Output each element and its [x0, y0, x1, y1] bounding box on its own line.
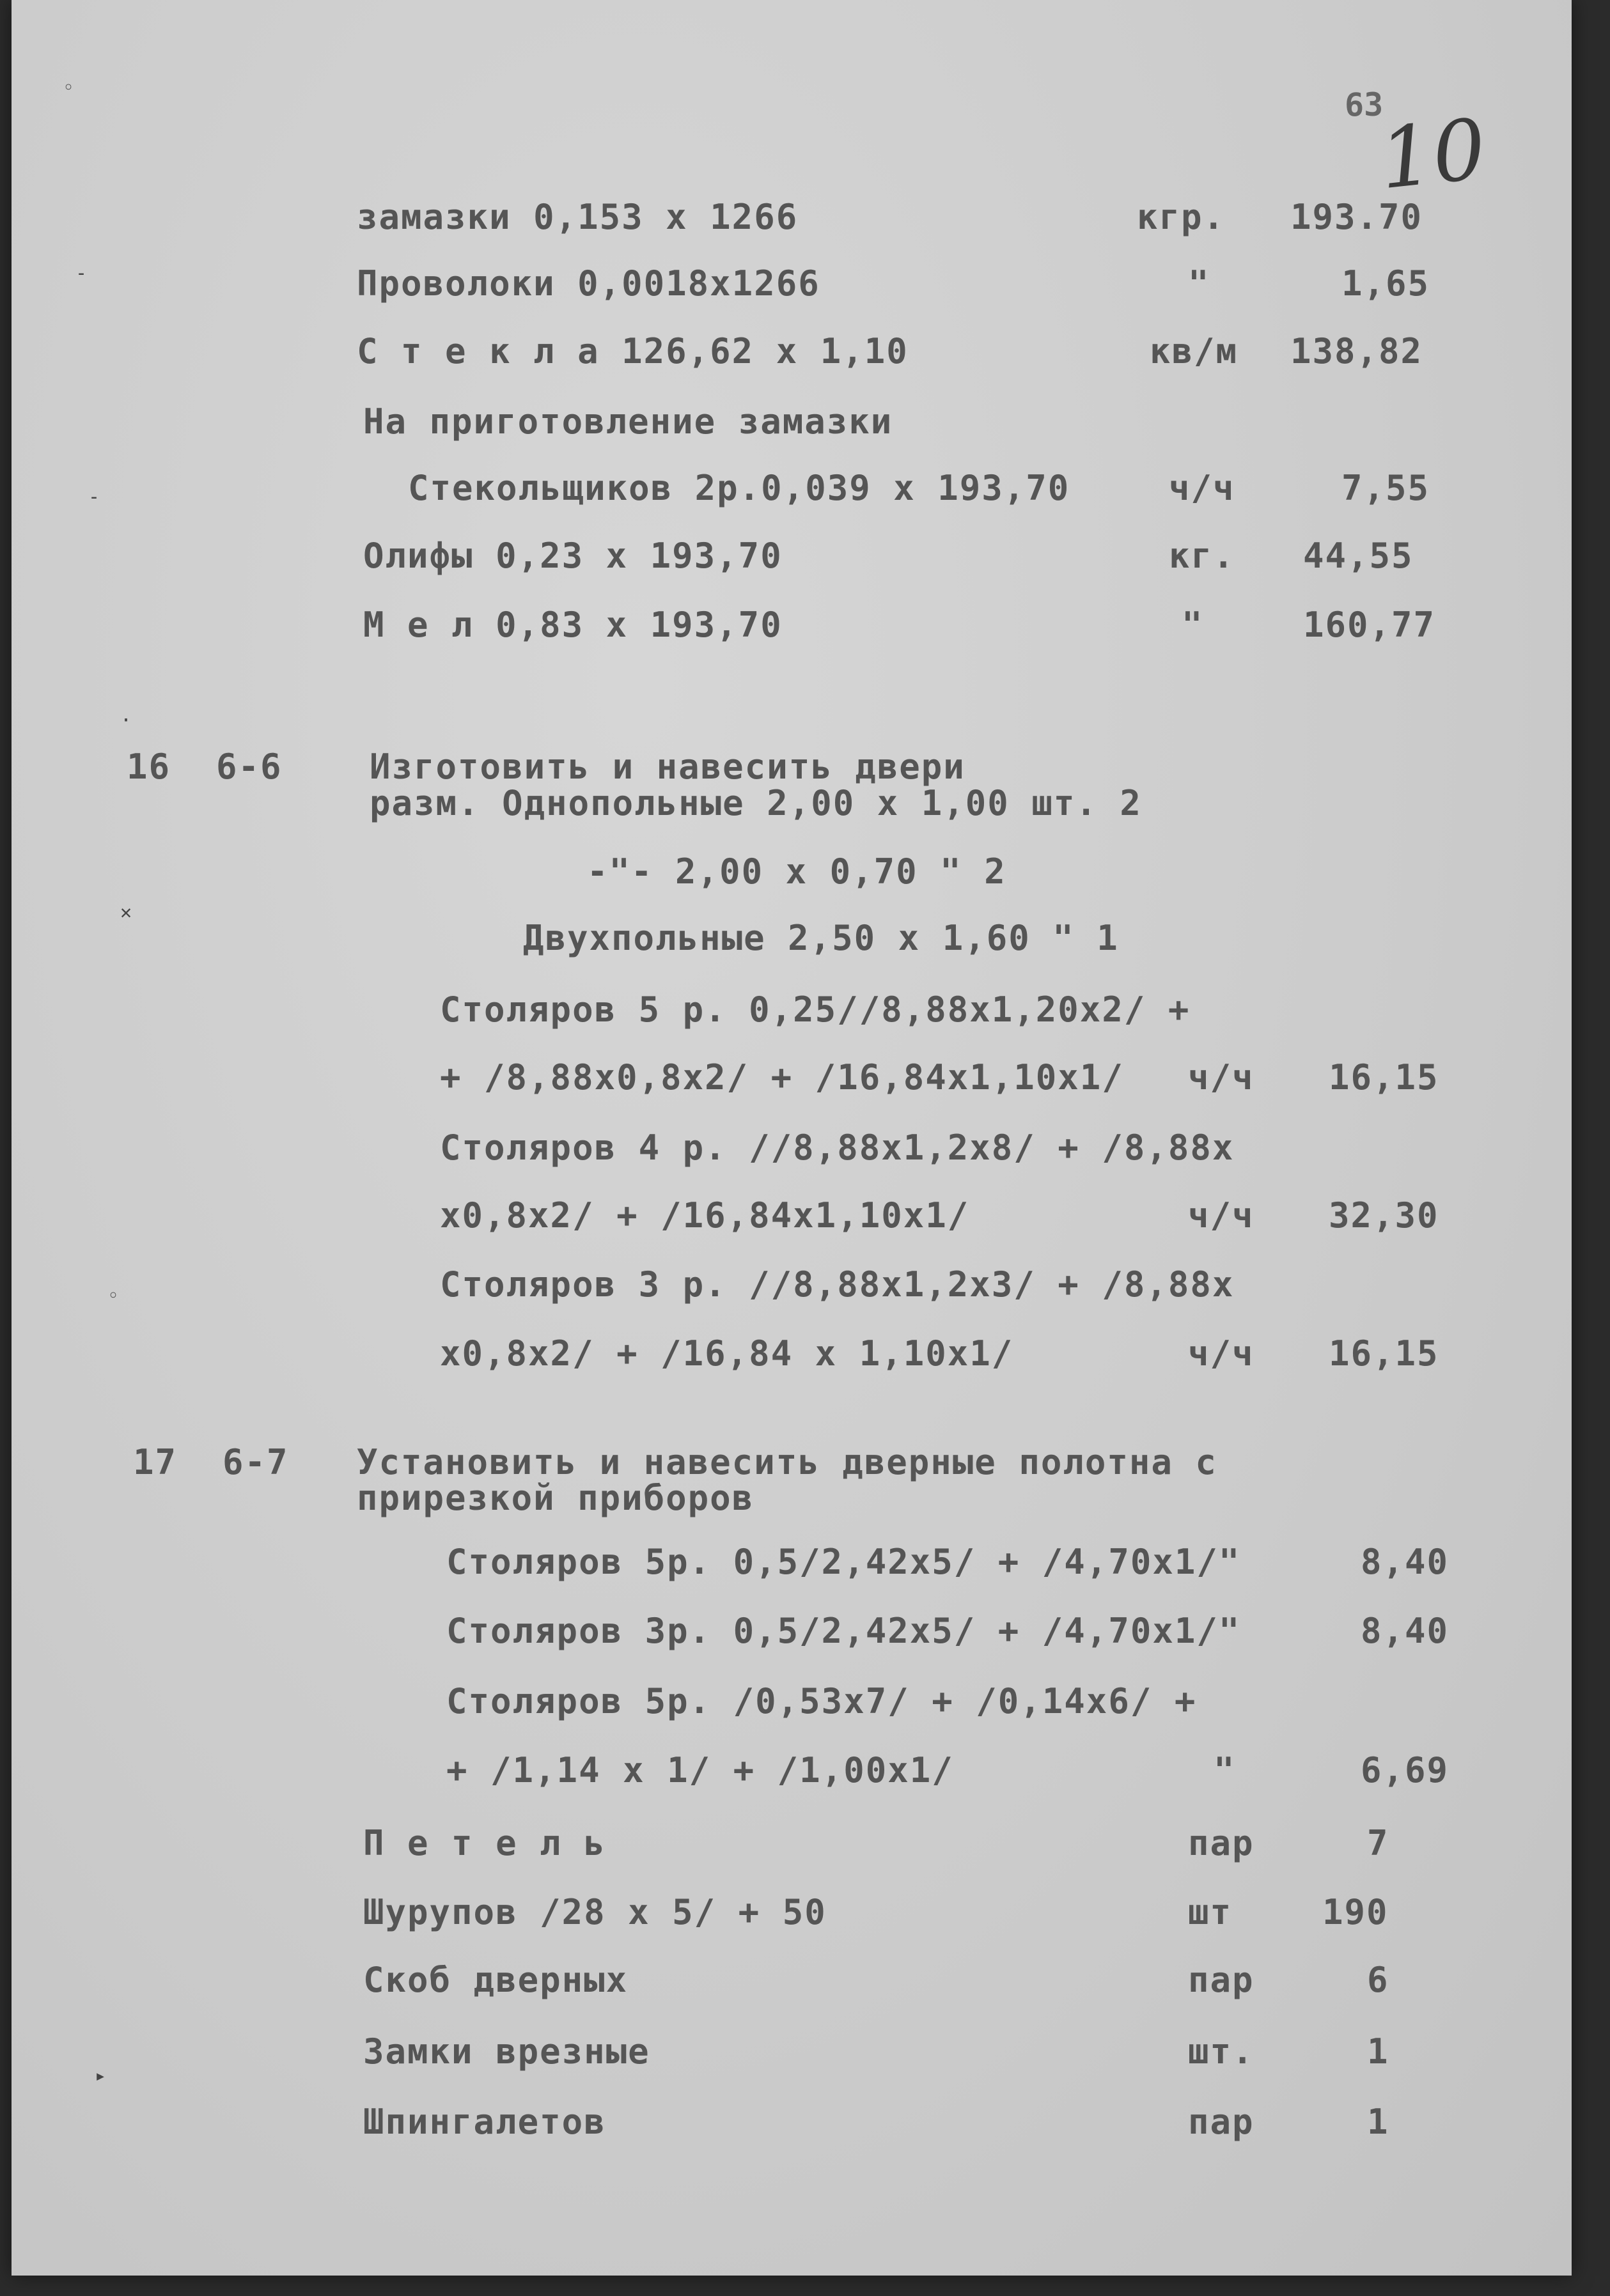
line-unit: ч/ч: [1188, 1057, 1254, 1098]
line-desc: замазки 0,153 х 1266: [357, 197, 799, 237]
line-qty: 7,55: [1341, 468, 1430, 508]
line-unit: кг.: [1169, 536, 1235, 576]
line-desc: Установить и навесить дверные полотна с: [357, 1442, 1217, 1482]
line-qty: 1: [1367, 2031, 1389, 2072]
line-qty: 160,77: [1303, 605, 1436, 645]
line-unit: ": [1188, 263, 1210, 304]
line-desc: Изготовить и навесить двери: [370, 747, 965, 787]
line-qty: 1: [1367, 2102, 1389, 2142]
line-qty: 138,82: [1290, 331, 1423, 371]
line-desc: На приготовление замазки: [363, 401, 893, 442]
line-qty: 8,40: [1361, 1542, 1450, 1582]
line-qty: 8,40: [1361, 1611, 1450, 1651]
binder-mark: ‐: [75, 262, 88, 284]
line-desc: Скоб дверных: [363, 1960, 629, 2000]
line-desc: Столяров 3р. 0,5/2,42х5/ + /4,70х1/": [446, 1611, 1241, 1651]
line-qty: 44,55: [1303, 536, 1414, 576]
line-desc: Шурупов /28 х 5/ + 50: [363, 1892, 827, 1932]
line-qty: 16,15: [1329, 1057, 1439, 1098]
binder-mark: ‐: [88, 486, 100, 508]
line-desc: Столяров 4 р. //8,88х1,2х8/ + /8,88х: [440, 1128, 1235, 1168]
line-qty: 16,15: [1329, 1333, 1439, 1374]
binder-mark: ◦: [63, 77, 75, 99]
line-desc: Замки врезные: [363, 2031, 650, 2072]
line-desc: + /1,14 х 1/ + /1,00х1/: [446, 1750, 954, 1790]
line-desc: х0,8х2/ + /16,84 х 1,10х1/: [440, 1333, 1014, 1374]
line-unit: шт.: [1188, 2031, 1254, 2072]
document-page: [12, 0, 1572, 2276]
line-desc: Столяров 5 р. 0,25//8,88х1,20х2/ +: [440, 989, 1191, 1030]
line-desc: + /8,88х0,8х2/ + /16,84х1,10х1/: [440, 1057, 1124, 1098]
line-unit: пар: [1188, 1960, 1254, 2000]
line-desc: Столяров 3 р. //8,88х1,2х3/ + /8,88х: [440, 1264, 1235, 1305]
line-desc: Шпингалетов: [363, 2102, 606, 2142]
line-desc: Столяров 5р. 0,5/2,42х5/ + /4,70х1/": [446, 1542, 1241, 1582]
binder-mark: ◦: [107, 1285, 120, 1307]
line-qty: 1,65: [1341, 263, 1430, 304]
line-unit: ": [1182, 605, 1204, 645]
line-qty: 193.70: [1290, 197, 1423, 237]
line-desc: М е л 0,83 х 193,70: [363, 605, 783, 645]
line-unit: пар: [1188, 1823, 1254, 1863]
item-code: 6-7: [223, 1442, 289, 1482]
line-desc: разм. Однопольные 2,00 х 1,00 шт. 2: [370, 783, 1142, 823]
handwritten-number: 10: [1375, 100, 1490, 208]
line-unit: ч/ч: [1188, 1333, 1254, 1374]
line-unit: ч/ч: [1169, 468, 1235, 508]
line-unit: кв/м: [1150, 331, 1239, 371]
line-desc: П е т е л ь: [363, 1823, 606, 1863]
line-desc: Двухпольные 2,50 х 1,60 " 1: [523, 918, 1119, 958]
line-unit: шт: [1188, 1892, 1233, 1932]
line-qty: 6: [1367, 1960, 1389, 2000]
page-number: 63: [1345, 86, 1384, 123]
item-number: 16: [127, 747, 171, 787]
line-desc: С т е к л а 126,62 х 1,10: [357, 331, 909, 371]
line-unit: ч/ч: [1188, 1195, 1254, 1236]
line-unit: кгр.: [1137, 197, 1226, 237]
item-code: 6-6: [216, 747, 283, 787]
item-number: 17: [133, 1442, 178, 1482]
line-qty: 7: [1367, 1823, 1389, 1863]
line-desc: Стекольщиков 2р.0,039 х 193,70: [408, 468, 1070, 508]
binder-mark: ✕: [120, 901, 132, 924]
line-qty: 6,69: [1361, 1750, 1450, 1790]
binder-mark: ▸: [95, 2065, 107, 2087]
line-desc: прирезкой приборов: [357, 1478, 754, 1518]
line-desc: х0,8х2/ + /16,84х1,10х1/: [440, 1195, 970, 1236]
line-desc: Олифы 0,23 х 193,70: [363, 536, 783, 576]
line-qty: 190: [1322, 1892, 1389, 1932]
line-qty: 32,30: [1329, 1195, 1439, 1236]
line-desc: Столяров 5р. /0,53х7/ + /0,14х6/ +: [446, 1681, 1197, 1721]
line-desc: Проволоки 0,0018х1266: [357, 263, 820, 304]
line-unit: пар: [1188, 2102, 1254, 2142]
binder-mark: ·: [120, 710, 132, 732]
line-unit: ": [1214, 1750, 1236, 1790]
line-desc: -"- 2,00 х 0,70 " 2: [587, 851, 1006, 892]
